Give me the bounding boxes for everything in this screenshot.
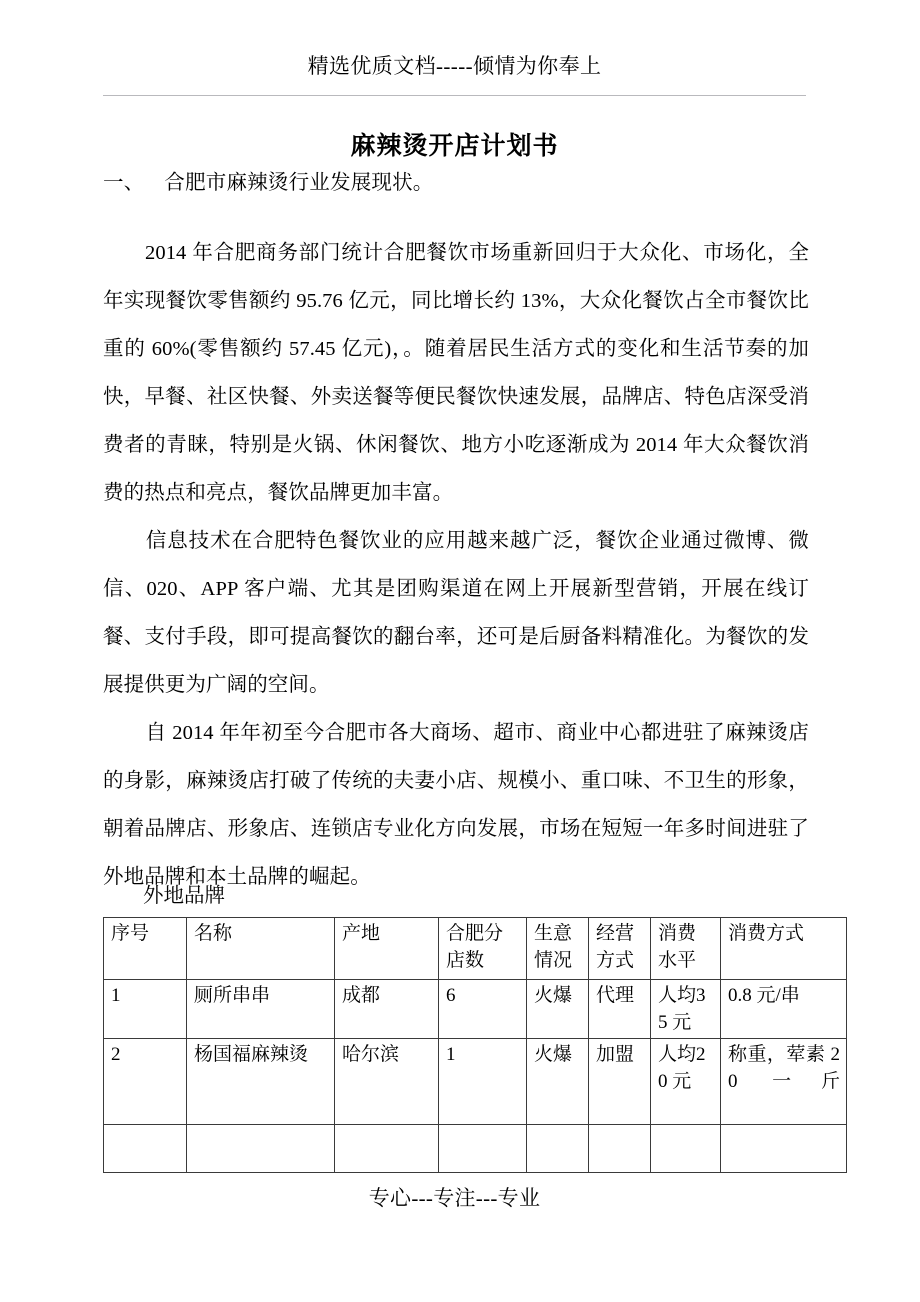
table-caption bbox=[103, 878, 809, 914]
table-header-row bbox=[104, 918, 847, 980]
cell-origin: 成都 bbox=[335, 980, 439, 1039]
cell-branch-count: 1 bbox=[439, 1039, 527, 1125]
column-header-index: 序号 bbox=[104, 918, 187, 980]
cell-branch-count: 6 bbox=[439, 980, 527, 1039]
column-header-spend-mode: 消费方式 bbox=[721, 918, 847, 980]
column-header-business-status: 生意情况 bbox=[527, 918, 589, 980]
column-header-operation-mode: 经营方式 bbox=[589, 918, 651, 980]
running-header: 精选优质文档-----倾情为你奉上 bbox=[307, 54, 602, 78]
cell-business-status: 火爆 bbox=[527, 980, 589, 1039]
cell-branch-count bbox=[439, 1125, 527, 1173]
table-row bbox=[104, 1039, 847, 1125]
paragraph-2 bbox=[103, 517, 809, 709]
section-number: 一、 bbox=[103, 172, 145, 194]
cell-spend-level bbox=[651, 1125, 721, 1173]
cell-index: 1 bbox=[104, 980, 187, 1039]
table-row bbox=[104, 1125, 847, 1173]
paragraph-2-text: 信息技术在合肥特色餐饮业的应用越来越广泛，餐饮企业通过微博、微信、020、APP 客户端、尤其是团购渠道在网上开展新型营销，开展在线订餐、支付手段，即可提高餐饮的翻台率，还可是后厨备料精准化。为餐饮的发展提供更为广阔的空间。 bbox=[103, 529, 809, 696]
cell-spend-mode bbox=[721, 1125, 847, 1173]
cell-origin: 哈尔滨 bbox=[335, 1039, 439, 1125]
paragraph-1 bbox=[103, 229, 809, 517]
cell-operation-mode: 加盟 bbox=[589, 1039, 651, 1125]
cell-operation-mode bbox=[589, 1125, 651, 1173]
header-divider-rule bbox=[103, 95, 806, 96]
cell-name bbox=[187, 1125, 335, 1173]
column-header-spend-level: 消费水平 bbox=[651, 918, 721, 980]
cell-operation-mode: 代理 bbox=[589, 980, 651, 1039]
running-footer: 专心---专注---专业 bbox=[368, 1186, 541, 1210]
table-row bbox=[104, 980, 847, 1039]
paragraph-1-text: 2014 年合肥商务部门统计合肥餐饮市场重新回归于大众化、市场化，全年实现餐饮零售额约 95.76 亿元，同比增长约 13%，大众化餐饮占全市餐饮比重的 60%(零售额约 57.45 亿元)，。随着居民生活方式的变化和生活节奏的加快，早餐、社区快餐、外卖送餐等便民餐饮快速发展，品牌店、特色店深受消费者的青睐，特别是火锅、休闲餐饮、地方小吃逐渐成为 2014 年大众餐饮消费的热点和亮点，餐饮品牌更加丰富。 bbox=[103, 241, 809, 504]
paragraph-3 bbox=[103, 709, 809, 901]
column-header-origin: 产地 bbox=[335, 918, 439, 980]
cell-spend-level: 人均20 元 bbox=[651, 1039, 721, 1125]
section-heading-1 bbox=[103, 163, 809, 203]
cell-index: 2 bbox=[104, 1039, 187, 1125]
cell-name: 厕所串串 bbox=[187, 980, 335, 1039]
column-header-branch-count: 合肥分店数 bbox=[439, 918, 527, 980]
cell-business-status bbox=[527, 1125, 589, 1173]
cell-index bbox=[104, 1125, 187, 1173]
cell-origin bbox=[335, 1125, 439, 1173]
table-caption-text: 外地品牌 bbox=[143, 885, 225, 907]
cell-spend-mode: 0.8 元/串 bbox=[721, 980, 847, 1039]
foreign-brand-table bbox=[103, 917, 847, 1173]
paragraph-3-text: 自 2014 年年初至今合肥市各大商场、超市、商业中心都进驻了麻辣烫店的身影，麻辣烫店打破了传统的夫妻小店、规模小、重口味、不卫生的形象，朝着品牌店、形象店、连锁店专业化方向发展，市场在短短一年多时间进驻了外地品牌和本土品牌的崛起。 bbox=[103, 721, 809, 888]
page-title: 麻辣烫开店计划书 bbox=[350, 132, 559, 160]
cell-business-status: 火爆 bbox=[527, 1039, 589, 1125]
cell-spend-mode: 称重，荤素 20 一斤 bbox=[721, 1039, 847, 1125]
column-header-name: 名称 bbox=[187, 918, 335, 980]
cell-spend-level: 人均35 元 bbox=[651, 980, 721, 1039]
cell-name: 杨国福麻辣烫 bbox=[187, 1039, 335, 1125]
section-heading-text: 合肥市麻辣烫行业发展现状。 bbox=[164, 172, 434, 194]
